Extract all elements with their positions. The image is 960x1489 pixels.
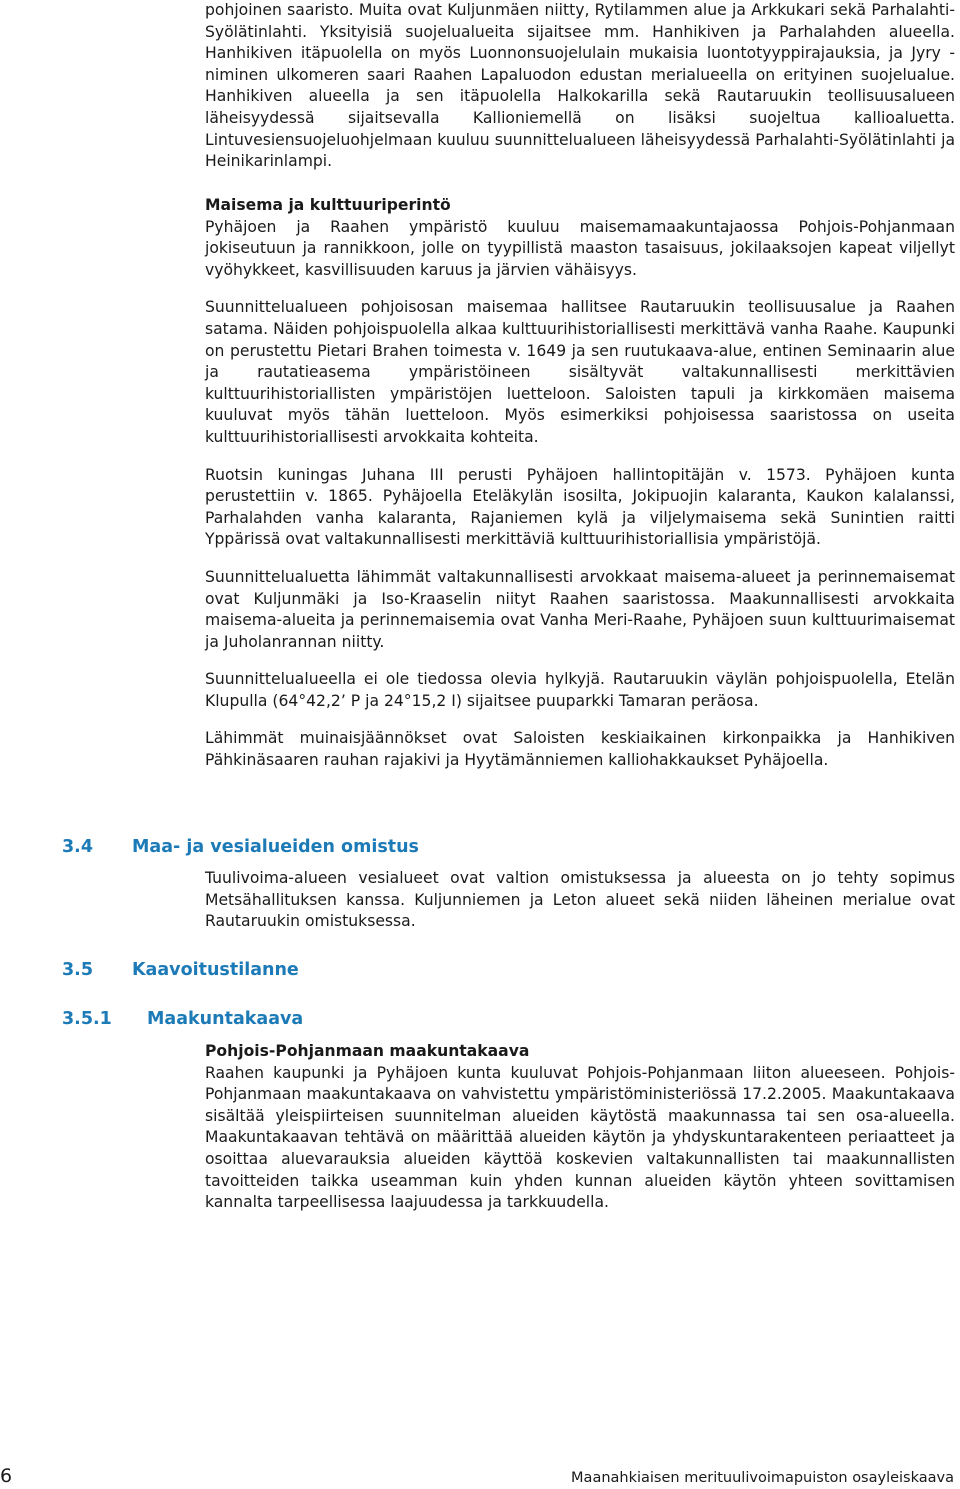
section-3-5-1-heading (62, 1008, 303, 1030)
landscape-paragraph-1: Pyhäjoen ja Raahen ympäristö kuuluu maisemamaakuntajaossa Pohjois-Pohjanmaan jokiseutuun ja rannikkoon, jolle on tyypillistä maaston tasaisuus, jokilaaksojen kapeat viljellyt vyöhykkeet, kasvillisuuden karuus ja järvien vähäisyys. (205, 217, 955, 279)
footer-document-title: Maanahkiaisen merituulivoimapuiston osayleiskaava (571, 1470, 954, 1486)
intro-block (205, 0, 955, 173)
section-3-5-1-number: 3.5.1 (62, 1009, 112, 1029)
page-number: 6 (0, 1465, 13, 1487)
landscape-paragraph-5: Suunnittelualueella ei ole tiedossa olevia hylkyjä. Rautaruukin väylän pohjoispuolella, Etelän Klupulla (64°42,2’ P ja 24°15,2 I) sijaitsee puuparkki Tamaran peräosa. (205, 670, 955, 710)
landscape-paragraph-4: Suunnittelualuetta lähimmät valtakunnallisesti arvokkaat maisema-alueet ja perinnemaisemat ovat Kuljunmäki ja Iso-Kraaselin niityt Raahen saaristossa. Maakunnallisesti arvokkaita maisema-alueita ja perinnemaisemia ovat Vanha Meri-Raahe, Pyhäjoen suun kulttuurimaisemat ja Juholanrannan niitty. (205, 567, 955, 651)
section-3-4-title: Maa- ja vesialueiden omistus (132, 837, 419, 857)
section-3-5-1-title: Maakuntakaava (147, 1009, 304, 1029)
section-3-5-title: Kaavoitustilanne (132, 960, 299, 980)
landscape-section (205, 195, 955, 772)
section-3-4-body (205, 868, 955, 933)
section-3-5-1-paragraph: Raahen kaupunki ja Pyhäjoen kunta kuuluvat Pohjois-Pohjanmaan liiton alueeseen. Pohjois-Pohjanmaan maakuntakaava on vahvistettu ympäristöministeriössä 17.2.2005. Maakuntakaava sisältää yleispiirteisen suunnitelman alueiden käytöstä maakunnassa tai sen osa-alueella. Maakuntakaavan tehtävä on määrittää alueiden käytön ja yhdyskuntarakenteen periaatteet ja osoittaa aluevarauksia alueiden käyttöä koskevien valtakunnallisten tai maakunnallisten tavoitteiden taikka useamman kuin yhden kunnan alueiden käytön yhteen sovittamisen kannalta tarpeellisessa laajuudessa ja tarkkuudella. (205, 1063, 955, 1212)
section-3-4-heading (62, 836, 419, 858)
landscape-title: Maisema ja kulttuuriperintö (205, 196, 451, 214)
landscape-paragraph-2: Suunnittelualueen pohjoisosan maisemaa hallitsee Rautaruukin teollisuusalue ja Raahen satama. Näiden pohjoispuolella alkaa kulttuurihistoriallisesti merkittävä vanha Raahe. Kaupunki on perustettu Pietari Brahen toimesta v. 1649 ja sen ruutukaava-alue, entinen Seminaarin alue ja rautatieasema ympäristöineen sisältyvät valtakunnallisesti merkittävien kulttuurihistoriallisten ympäristöjen luetteloon. Saloisten tapuli ja kirkkomäen maisema kuuluvat myös tähän luetteloon. Myös esimerkiksi pohjoisessa saaristossa on useita kulttuurihistoriallisesti arvokkaita kohteita. (205, 298, 955, 446)
section-3-5-1-subtitle: Pohjois-Pohjanmaan maakuntakaava (205, 1042, 530, 1060)
section-3-4-number: 3.4 (62, 837, 94, 857)
section-3-5-1-body (205, 1041, 955, 1214)
intro-paragraph: pohjoinen saaristo. Muita ovat Kuljunmäen niitty, Rytilammen alue ja Arkkukari sekä Parhalahti-Syölätinlahti. Yksityisiä suojelualueita sijaitsee mm. Hanhikiven ja Parhalahden alueella. Hanhikiven itäpuolella on myös Luonnonsuojelulain mukaisia luontotyyppirajauksia, ja Jyry -niminen ulkomeren saari Raahen Lapaluodon edustan merialueella on erityinen suojelualue. Hanhikiven alueella ja sen itäpuolella Halkokarilla sekä Rautaruukin teollisuusalueen läheisyydessä sijaitsevalla Kallioniemellä on lisäksi suojeltua kallioaluetta. Lintuvesiensuojeluohjelmaan kuuluu suunnittelualueen läheisyydessä Parhalahti-Syölätinlahti ja Heinikarinlampi. (205, 1, 955, 171)
landscape-paragraph-6: Lähimmät muinaisjäännökset ovat Saloisten keskiaikainen kirkonpaikka ja Hanhikiven Pähkinäsaaren rauhan rajakivi ja Hyytämänniemen kalliohakkaukset Pyhäjoella. (205, 729, 955, 770)
landscape-paragraph-3: Ruotsin kuningas Juhana III perusti Pyhäjoen hallintopitäjän v. 1573. Pyhäjoen kunta perustettiin v. 1865. Pyhäjoella Eteläkylän isosilta, Jokipuojin kalaranta, Kaukon kalalanssi, Parhalahden vanha kalaranta, Rajaniemen kylä ja viljelymaisema sekä Sunintien raitti Yppärissä ovat valtakunnallisesti merkittäviä kulttuurihistoriallisia ympäristöjä. (205, 465, 955, 549)
section-3-5-heading (62, 959, 299, 981)
section-3-4-paragraph: Tuulivoima-alueen vesialueet ovat valtion omistuksessa ja alueesta on jo tehty sopimus Metsähallituksen kanssa. Kuljunniemen ja Leton alueet sekä niiden läheinen merialue ovat Rautaruukin omistuksessa. (205, 869, 955, 931)
section-3-5-number: 3.5 (62, 960, 94, 980)
